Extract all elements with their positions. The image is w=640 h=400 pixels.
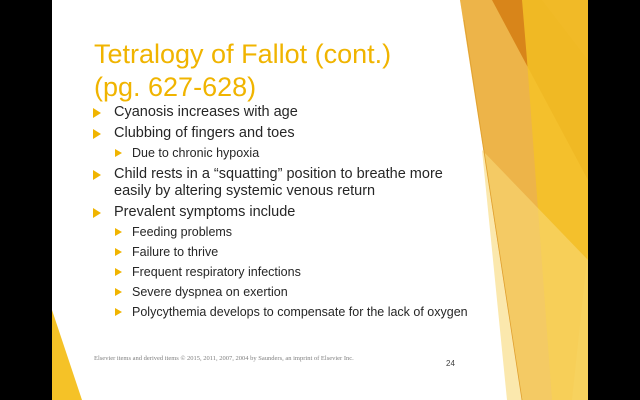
bullet-list	[92, 104, 472, 325]
sub-bullet-item	[114, 245, 472, 260]
bullet-item	[92, 204, 472, 221]
sub-bullet-item	[114, 225, 472, 240]
bullet-arrow-icon	[115, 149, 122, 157]
bullet-item	[92, 125, 472, 142]
bullet-arrow-icon	[93, 170, 101, 180]
copyright-footer: Elsevier items and derived items © 2015, 2011, 2007, 2004 by Saunders, an imprint of Elsevier Inc.	[94, 355, 354, 362]
sub-bullet-item	[114, 265, 472, 280]
bullet-arrow-icon	[115, 288, 122, 296]
title-line-1: Tetralogy of Fallot (cont.)	[94, 39, 392, 69]
bullet-arrow-icon	[115, 268, 122, 276]
bullet-text: Due to chronic hypoxia	[132, 146, 260, 160]
bullet-item	[92, 166, 472, 200]
sub-bullet-item	[114, 146, 472, 161]
bullet-text: Polycythemia develops to compensate for the lack of oxygen	[132, 305, 468, 319]
bullet-text: Child rests in a “squatting” position to breathe more easily by altering systemic venous return	[114, 166, 443, 199]
bullet-arrow-icon	[93, 108, 101, 118]
page-number: 24	[446, 359, 455, 368]
sub-bullet-item	[114, 305, 472, 320]
bullet-arrow-icon	[93, 208, 101, 218]
bullet-text: Clubbing of fingers and toes	[114, 125, 295, 141]
bullet-arrow-icon	[115, 308, 122, 316]
bullet-text: Feeding problems	[132, 225, 233, 239]
facet-left-corner	[52, 310, 82, 400]
title-line-2: (pg. 627-628)	[94, 72, 257, 102]
bullet-arrow-icon	[115, 228, 122, 236]
bullet-item	[92, 104, 472, 121]
slide	[52, 0, 588, 400]
bullet-text: Prevalent symptoms include	[114, 204, 296, 220]
bullet-text: Frequent respiratory infections	[132, 265, 301, 279]
bullet-arrow-icon	[115, 248, 122, 256]
bullet-text: Cyanosis increases with age	[114, 104, 298, 120]
sub-bullet-item	[114, 285, 472, 300]
bullet-text: Failure to thrive	[132, 245, 219, 259]
bullet-text: Severe dyspnea on exertion	[132, 285, 288, 299]
bullet-arrow-icon	[93, 129, 101, 139]
slide-title	[94, 38, 434, 104]
